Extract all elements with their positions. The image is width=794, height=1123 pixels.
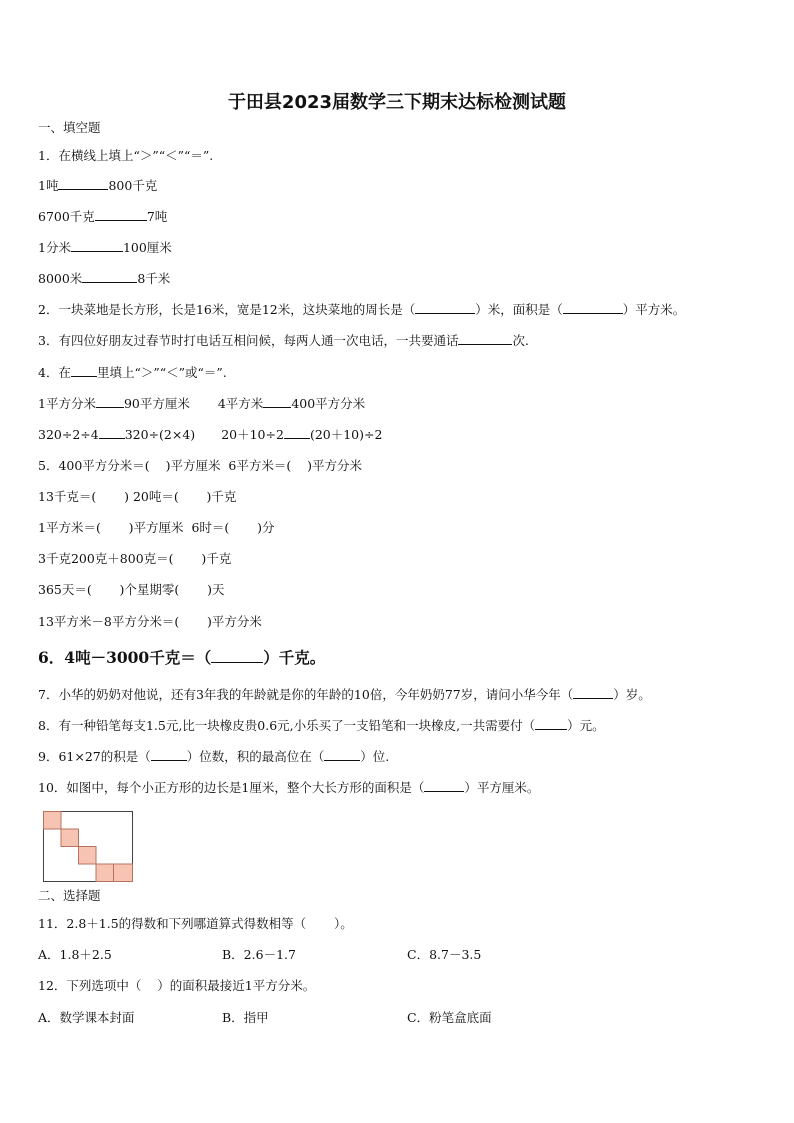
q2-text-a: 2．一块菜地是长方形，长是16米，宽是12米，这块菜地的周长是（ — [38, 302, 416, 317]
question-3 — [38, 332, 529, 350]
q5-line: 365天＝( )个星期零( )天 — [38, 582, 225, 597]
q1-item — [38, 208, 167, 226]
question-2 — [38, 301, 685, 319]
answer-blank[interactable] — [458, 332, 512, 345]
answer-blank[interactable] — [324, 748, 360, 761]
q2-text-b: ）米，面积是（ — [475, 302, 563, 317]
question-6 — [38, 648, 325, 667]
question-11: 11．2.8＋1.5的得数和下列哪道算式得数相等（ ）。 — [38, 916, 353, 931]
q10-text-a: 10．如图中，每个小正方形的边长是1厘米，整个大长方形的面积是（ — [38, 780, 425, 795]
q1-item — [38, 177, 157, 195]
q12-option-c[interactable]: C．粉笔盒底面 — [407, 1010, 492, 1025]
q4-expr: 320÷(2×4) — [124, 427, 196, 442]
q9-text-a: 9．61×27的积是（ — [38, 749, 151, 764]
answer-blank[interactable] — [99, 426, 125, 439]
small-square — [79, 847, 97, 865]
q12-option-b[interactable]: B．指甲 — [222, 1010, 269, 1025]
q5-line: 13千克＝( ) 20吨＝( )千克 — [38, 489, 237, 504]
q9-text-b: ）位数，积的最高位在（ — [186, 749, 325, 764]
q4-expr: 1平方分米 — [38, 396, 96, 411]
page-title: 于田县2023届数学三下期末达标检测试题 — [227, 92, 567, 113]
q4-expr: 4平方米 — [217, 396, 264, 411]
q3-text-b: 次. — [512, 333, 529, 348]
q4-expr: 90平方厘米 — [123, 396, 190, 411]
q1-left: 1分米 — [38, 240, 71, 255]
q4-expr: 320÷2÷4 — [38, 427, 99, 442]
q4-expr: 400平方分米 — [291, 396, 366, 411]
q1-item — [38, 270, 170, 288]
question-10 — [38, 779, 539, 797]
q5-line: 1平方米＝( )平方厘米 6时＝( )分 — [38, 520, 275, 535]
q6-text-a: 6．4吨－3000千克＝（ — [38, 648, 212, 667]
answer-blank[interactable] — [151, 748, 187, 761]
q1-right: 800千克 — [108, 178, 158, 193]
answer-blank[interactable] — [424, 779, 464, 792]
answer-blank[interactable] — [211, 648, 263, 663]
q1-item — [38, 239, 172, 257]
q11-option-b[interactable]: B．2.6－1.7 — [222, 947, 296, 962]
q8-text-b: ）元。 — [567, 718, 605, 733]
question-5: 5．400平方分米＝( )平方厘米 6平方米＝( )平方分米 — [38, 458, 363, 473]
answer-blank[interactable] — [82, 270, 137, 283]
answer-blank[interactable] — [535, 717, 567, 730]
question-12: 12．下列选项中（ ）的面积最接近1平方分米。 — [38, 978, 316, 993]
q5-line: 13平方米－8平方分米＝( )平方分米 — [38, 614, 262, 629]
q4-row-1 — [38, 395, 365, 413]
q5-line: 3千克200克＋800克＝( )千克 — [38, 551, 232, 566]
q1-right: 8千米 — [137, 271, 171, 286]
question-8 — [38, 717, 605, 735]
question-7 — [38, 686, 651, 704]
q1-left: 1吨 — [38, 178, 59, 193]
q7-text-a: 7．小华的奶奶对他说，还有3年我的年龄就是你的年龄的10倍，今年奶奶77岁，请问小华今年（ — [38, 687, 574, 702]
q10-text-b: ）平方厘米。 — [464, 780, 540, 795]
small-square — [114, 864, 133, 882]
answer-blank[interactable] — [71, 239, 123, 252]
answer-blank[interactable] — [263, 395, 291, 408]
answer-blank[interactable] — [58, 177, 108, 190]
q1-right: 100厘米 — [122, 240, 172, 255]
answer-blank[interactable] — [415, 301, 475, 314]
small-square — [96, 864, 114, 882]
section-fill-blank: 一、填空题 — [38, 120, 101, 135]
question-9 — [38, 748, 389, 766]
q11-option-c[interactable]: C．8.7－3.5 — [407, 947, 482, 962]
q4-expr: (20＋10)÷2 — [309, 427, 383, 442]
answer-blank[interactable] — [573, 686, 613, 699]
q4-expr: 20＋10÷2 — [221, 427, 284, 442]
q6-text-b: ）千克。 — [263, 648, 326, 667]
q4-text-b: 里填上“＞”“＜”或“＝”. — [96, 365, 227, 380]
section-choice: 二、选择题 — [38, 888, 101, 903]
q2-text-c: ）平方米。 — [622, 302, 686, 317]
q9-text-c: ）位. — [360, 749, 390, 764]
small-square — [61, 829, 79, 847]
q7-text-b: ）岁。 — [613, 687, 651, 702]
answer-blank[interactable] — [284, 426, 310, 439]
q11-option-a[interactable]: A．1.8＋2.5 — [38, 947, 112, 962]
answer-blank[interactable] — [95, 208, 147, 221]
answer-blank — [71, 364, 97, 377]
answer-blank[interactable] — [563, 301, 623, 314]
question-4 — [38, 364, 227, 382]
q4-row-2 — [38, 426, 382, 444]
q4-text-a: 4．在 — [38, 365, 71, 380]
answer-blank[interactable] — [96, 395, 124, 408]
q3-text-a: 3．有四位好朋友过春节时打电话互相问候，每两人通一次电话，一共要通话 — [38, 333, 459, 348]
rectangle-grid-figure — [43, 811, 135, 883]
q1-right: 7吨 — [146, 209, 168, 224]
q8-text-a: 8．有一种铅笔每支1.5元,比一块橡皮贵0.6元,小乐买了一支铅笔和一块橡皮,一共需要付（ — [38, 718, 536, 733]
q12-option-a[interactable]: A．数学课本封面 — [38, 1010, 135, 1025]
q1-left: 6700千克 — [38, 209, 95, 224]
question-1: 1．在横线上填上“＞”“＜”“＝”. — [38, 148, 214, 163]
q1-left: 8000米 — [38, 271, 83, 286]
small-square — [44, 812, 62, 830]
